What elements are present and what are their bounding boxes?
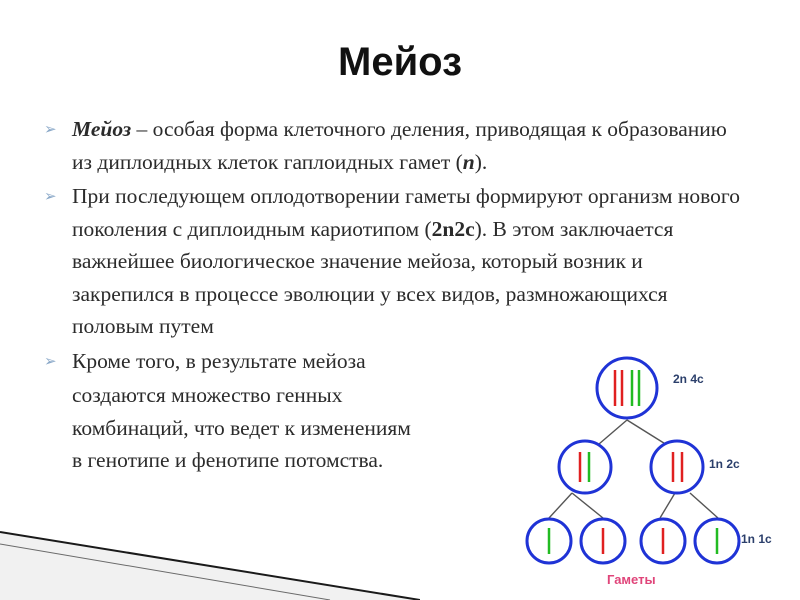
fertilization-text: При последующем оплодотворении гаметы формируют организм нового поколения с диплоидным кариотипом ( (72, 184, 740, 241)
combinations-line-1: Кроме того, в результате мейоза (72, 348, 366, 373)
label-2n4c: 2n 4c (673, 372, 704, 386)
gamete-cell-2 (581, 519, 625, 563)
combinations-line-3: комбинаций, что ведет к изменениям (72, 415, 411, 440)
significance-text: ). В этом заключается важнейшее биологическое значение мейоза, который возник и закрепился в процессе эволюции у всех видов, размножающихся половым путем (72, 216, 674, 338)
hollow-arrow-bullet-icon: ➢ (44, 120, 57, 138)
gamete-cell-1 (527, 519, 571, 563)
combinations-line-4: в генотипе и фенотипе потомства. (72, 448, 384, 472)
hollow-arrow-bullet-icon: ➢ (44, 351, 57, 370)
gamete-cell-3 (641, 519, 685, 563)
combinations-line-2: создаются множество генных (72, 383, 343, 407)
definition-end: ). (474, 149, 488, 174)
karyotype-2n2c: 2n2c (431, 216, 475, 241)
paragraph-fertilization (44, 180, 744, 343)
decorative-corner-swoosh (0, 510, 420, 600)
diploid-cell (597, 358, 657, 418)
hollow-arrow-bullet-icon: ➢ (44, 187, 57, 205)
slide-title: Мейоз (338, 40, 462, 84)
meiosis-diagram (515, 350, 795, 595)
term-meiosis: Мейоз (72, 117, 132, 141)
intermediate-cell-right (651, 441, 703, 493)
definition-text: – особая форма клеточного деления, приводящая к образованию из диплоидных клеток гаплоидных гамет ( (72, 117, 727, 174)
haploid-n: n (462, 149, 475, 174)
label-1n2c: 1n 2c (709, 457, 740, 471)
paragraph-definition (44, 113, 744, 178)
gamete-cell-4 (695, 519, 739, 563)
label-1n1c: 1n 1c (741, 532, 772, 546)
intermediate-cell-left (559, 441, 611, 493)
label-gametes: Гаметы (607, 572, 656, 587)
